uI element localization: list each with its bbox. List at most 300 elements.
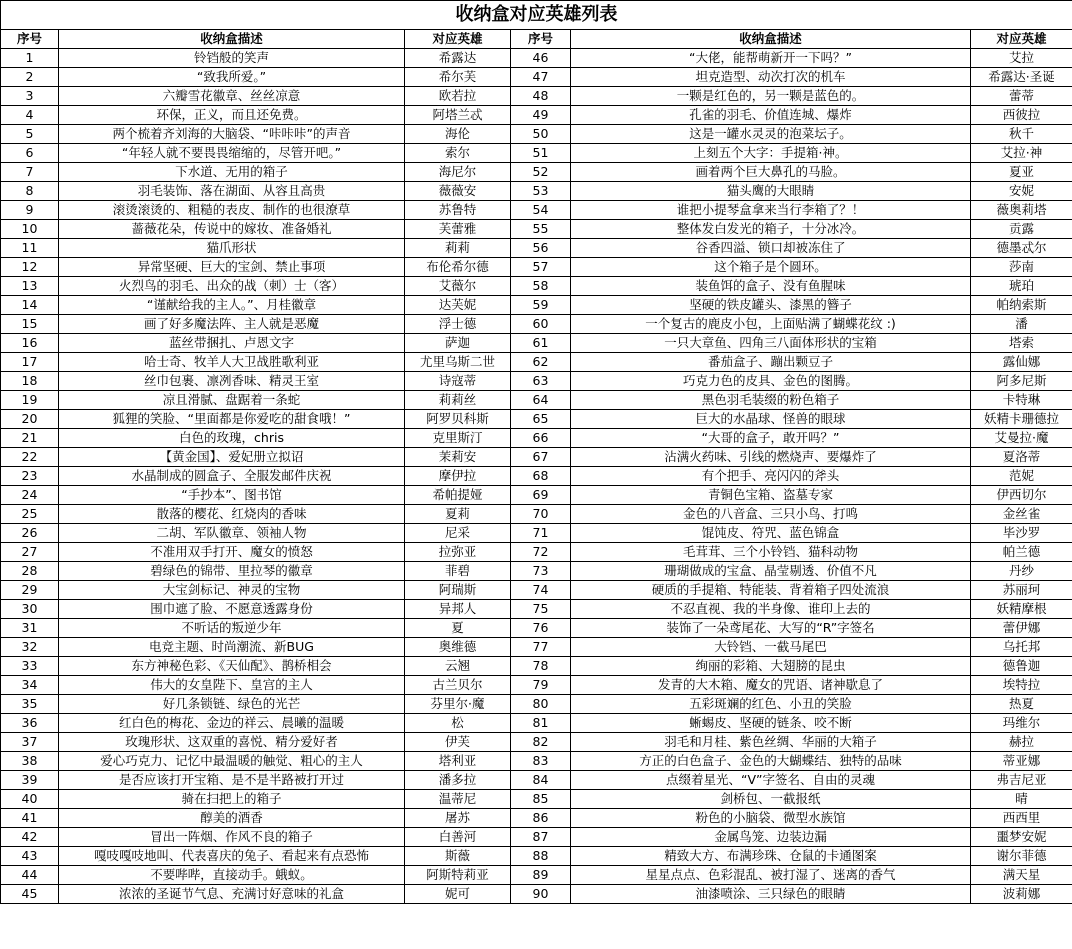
cell-desc: 蔷薇花朵，传说中的嫁妆、准备婚礼 xyxy=(59,220,405,239)
cell-num: 2 xyxy=(1,68,59,87)
cell-desc: 狐狸的笑脸、“里面都是你爱吃的甜食哦！” xyxy=(59,410,405,429)
cell-desc: 方正的白色盒子、金色的大蝴蝶结、独特的品味 xyxy=(571,752,971,771)
cell-num: 11 xyxy=(1,239,59,258)
cell-num: 50 xyxy=(511,125,571,144)
cell-num: 88 xyxy=(511,847,571,866)
table-row xyxy=(1,638,1072,657)
cell-hero: 莉莉 xyxy=(405,239,511,258)
table-row xyxy=(1,562,1072,581)
cell-num: 12 xyxy=(1,258,59,277)
cell-desc: 一个复古的鹿皮小包，上面贴满了蝴蝶花纹 :) xyxy=(571,315,971,334)
cell-desc: “手抄本”、图书馆 xyxy=(59,486,405,505)
table-row xyxy=(1,752,1072,771)
cell-desc: 哈士奇、牧羊人大卫战胜歌利亚 xyxy=(59,353,405,372)
cell-hero: 薇奥莉塔 xyxy=(971,201,1072,220)
cell-desc: 爱心巧克力、记忆中最温暖的触觉、粗心的主人 xyxy=(59,752,405,771)
table-row xyxy=(1,239,1072,258)
cell-desc: “年轻人就不要畏畏缩缩的，尽管开吧。” xyxy=(59,144,405,163)
cell-hero: 阿罗贝科斯 xyxy=(405,410,511,429)
cell-hero: 尤里乌斯二世 xyxy=(405,353,511,372)
cell-desc: 这是一罐水灵灵的泡菜坛子。 xyxy=(571,125,971,144)
cell-desc: 大铃铛、一截马尾巴 xyxy=(571,638,971,657)
cell-num: 52 xyxy=(511,163,571,182)
cell-hero: 波莉娜 xyxy=(971,885,1072,904)
cell-num: 4 xyxy=(1,106,59,125)
cell-num: 37 xyxy=(1,733,59,752)
cell-hero: 莎南 xyxy=(971,258,1072,277)
cell-hero: 乌托邦 xyxy=(971,638,1072,657)
cell-desc: 玫瑰形状、这双重的喜悦、精分爱好者 xyxy=(59,733,405,752)
cell-hero: 妖精卡珊德拉 xyxy=(971,410,1072,429)
cell-hero: 艾曼拉·魔 xyxy=(971,429,1072,448)
cell-num: 83 xyxy=(511,752,571,771)
cell-num: 66 xyxy=(511,429,571,448)
cell-num: 81 xyxy=(511,714,571,733)
cell-desc: “大佬，能帮萌新开一下吗？” xyxy=(571,49,971,68)
cell-hero: 希露达 xyxy=(405,49,511,68)
header-num-left: 序号 xyxy=(1,30,59,49)
table-row xyxy=(1,220,1072,239)
cell-desc: 上刻五个大字：手提箱·神。 xyxy=(571,144,971,163)
cell-hero: 妖精摩根 xyxy=(971,600,1072,619)
cell-hero: 温蒂尼 xyxy=(405,790,511,809)
cell-desc: 油漆喷涂、三只绿色的眼睛 xyxy=(571,885,971,904)
cell-num: 61 xyxy=(511,334,571,353)
table-row xyxy=(1,353,1072,372)
cell-desc: 大宝剑标记、神灵的宝物 xyxy=(59,581,405,600)
cell-hero: 菲碧 xyxy=(405,562,511,581)
cell-desc: 一只大章鱼、四角三八面体形状的宝箱 xyxy=(571,334,971,353)
cell-num: 73 xyxy=(511,562,571,581)
cell-num: 72 xyxy=(511,543,571,562)
cell-hero: 阿塔兰忒 xyxy=(405,106,511,125)
cell-hero: 安妮 xyxy=(971,182,1072,201)
cell-hero: 薇薇安 xyxy=(405,182,511,201)
cell-num: 89 xyxy=(511,866,571,885)
cell-num: 65 xyxy=(511,410,571,429)
cell-desc: 二胡、军队徽章、领袖人物 xyxy=(59,524,405,543)
cell-hero: 莉莉丝 xyxy=(405,391,511,410)
cell-num: 10 xyxy=(1,220,59,239)
cell-desc: 有个把手、亮闪闪的斧头 xyxy=(571,467,971,486)
cell-hero: 古兰贝尔 xyxy=(405,676,511,695)
cell-desc: 孔雀的羽毛、价值连城、爆炸 xyxy=(571,106,971,125)
table-row xyxy=(1,467,1072,486)
cell-hero: 毕沙罗 xyxy=(971,524,1072,543)
cell-num: 76 xyxy=(511,619,571,638)
cell-num: 47 xyxy=(511,68,571,87)
cell-num: 57 xyxy=(511,258,571,277)
cell-num: 85 xyxy=(511,790,571,809)
cell-num: 20 xyxy=(1,410,59,429)
cell-hero: 诗寇蒂 xyxy=(405,372,511,391)
cell-num: 8 xyxy=(1,182,59,201)
cell-hero: 西西里 xyxy=(971,809,1072,828)
cell-num: 18 xyxy=(1,372,59,391)
cell-desc: 丝巾包裹、凛冽香味、精灵王室 xyxy=(59,372,405,391)
table-row xyxy=(1,581,1072,600)
table-row xyxy=(1,505,1072,524)
cell-desc: 红白色的梅花、金边的祥云、晨曦的温暖 xyxy=(59,714,405,733)
table-row xyxy=(1,315,1072,334)
cell-desc: 坚硬的铁皮罐头、漆黑的簪子 xyxy=(571,296,971,315)
cell-num: 25 xyxy=(1,505,59,524)
cell-num: 77 xyxy=(511,638,571,657)
cell-desc: 画着两个巨大鼻孔的马脸。 xyxy=(571,163,971,182)
cell-num: 75 xyxy=(511,600,571,619)
cell-num: 30 xyxy=(1,600,59,619)
cell-num: 70 xyxy=(511,505,571,524)
cell-hero: 阿斯特莉亚 xyxy=(405,866,511,885)
cell-desc: 好几条锁链、绿色的光芒 xyxy=(59,695,405,714)
table-row xyxy=(1,771,1072,790)
table-row xyxy=(1,68,1072,87)
cell-num: 1 xyxy=(1,49,59,68)
cell-hero: 达芙妮 xyxy=(405,296,511,315)
cell-hero: 苏鲁特 xyxy=(405,201,511,220)
cell-num: 13 xyxy=(1,277,59,296)
cell-hero: 贡露 xyxy=(971,220,1072,239)
cell-hero: 索尔 xyxy=(405,144,511,163)
table-row xyxy=(1,619,1072,638)
cell-num: 55 xyxy=(511,220,571,239)
cell-hero: 云翘 xyxy=(405,657,511,676)
cell-num: 22 xyxy=(1,448,59,467)
cell-hero: 萨迦 xyxy=(405,334,511,353)
cell-hero: 艾拉·神 xyxy=(971,144,1072,163)
cell-desc: 羽毛装饰、落在湖面、从容且高贵 xyxy=(59,182,405,201)
table-row xyxy=(1,429,1072,448)
table-row xyxy=(1,486,1072,505)
cell-desc: 不听话的叛逆少年 xyxy=(59,619,405,638)
cell-desc: 滚烫滚烫的、粗糙的表皮、制作的也很潦草 xyxy=(59,201,405,220)
cell-num: 15 xyxy=(1,315,59,334)
cell-desc: 蜥蜴皮、坚硬的链条、咬不断 xyxy=(571,714,971,733)
cell-desc: 番茄盒子、蹦出颗豆子 xyxy=(571,353,971,372)
cell-num: 60 xyxy=(511,315,571,334)
cell-num: 90 xyxy=(511,885,571,904)
cell-desc: 一颗是红色的，另一颗是蓝色的。 xyxy=(571,87,971,106)
cell-num: 42 xyxy=(1,828,59,847)
cell-hero: 苏丽珂 xyxy=(971,581,1072,600)
cell-desc: “谨献给我的主人。”、月桂徽章 xyxy=(59,296,405,315)
cell-hero: 屠苏 xyxy=(405,809,511,828)
cell-desc: 猫头鹰的大眼睛 xyxy=(571,182,971,201)
cell-num: 64 xyxy=(511,391,571,410)
cell-desc: 猫爪形状 xyxy=(59,239,405,258)
cell-hero: 卡特琳 xyxy=(971,391,1072,410)
cell-hero: 欧若拉 xyxy=(405,87,511,106)
cell-num: 5 xyxy=(1,125,59,144)
table-row xyxy=(1,657,1072,676)
cell-hero: 海伦 xyxy=(405,125,511,144)
cell-num: 17 xyxy=(1,353,59,372)
table-row xyxy=(1,600,1072,619)
table-title: 收纳盒对应英雄列表 xyxy=(1,1,1072,30)
cell-hero: 夏亚 xyxy=(971,163,1072,182)
table-body xyxy=(1,49,1072,904)
cell-desc: 东方神秘色彩、《天仙配》、鹊桥相会 xyxy=(59,657,405,676)
cell-num: 74 xyxy=(511,581,571,600)
cell-hero: 德鲁迦 xyxy=(971,657,1072,676)
cell-num: 45 xyxy=(1,885,59,904)
table-row xyxy=(1,334,1072,353)
cell-hero: 蕾蒂 xyxy=(971,87,1072,106)
cell-hero: 满天星 xyxy=(971,866,1072,885)
cell-desc: 绚丽的彩箱、大翅膀的昆虫 xyxy=(571,657,971,676)
cell-hero: 潘 xyxy=(971,315,1072,334)
table-row xyxy=(1,372,1072,391)
cell-desc: 铃铛般的笑声 xyxy=(59,49,405,68)
cell-num: 67 xyxy=(511,448,571,467)
cell-num: 41 xyxy=(1,809,59,828)
cell-hero: 松 xyxy=(405,714,511,733)
cell-hero: 妮可 xyxy=(405,885,511,904)
table-row xyxy=(1,410,1072,429)
cell-hero: 奥维德 xyxy=(405,638,511,657)
cell-desc: 凉且滑腻、盘踞着一条蛇 xyxy=(59,391,405,410)
cell-hero: 帕纳索斯 xyxy=(971,296,1072,315)
cell-hero: 夏 xyxy=(405,619,511,638)
cell-desc: 伟大的女皇陛下、皇宫的主人 xyxy=(59,676,405,695)
cell-desc: 剑桥包、一截报纸 xyxy=(571,790,971,809)
cell-hero: 艾薇尔 xyxy=(405,277,511,296)
cell-desc: 两个梳着齐刘海的大脑袋、“咔咔咔”的声音 xyxy=(59,125,405,144)
cell-desc: 白色的玫瑰，chris xyxy=(59,429,405,448)
cell-num: 34 xyxy=(1,676,59,695)
cell-num: 48 xyxy=(511,87,571,106)
cell-num: 86 xyxy=(511,809,571,828)
cell-desc: 散落的樱花、红烧肉的香味 xyxy=(59,505,405,524)
cell-desc: 不要哔哔，直接动手。蛾蚁。 xyxy=(59,866,405,885)
cell-num: 53 xyxy=(511,182,571,201)
table-row xyxy=(1,695,1072,714)
header-desc-left: 收纳盒描述 xyxy=(59,30,405,49)
table-row xyxy=(1,847,1072,866)
cell-num: 56 xyxy=(511,239,571,258)
cell-desc: 装鱼饵的盒子、没有鱼腥味 xyxy=(571,277,971,296)
cell-hero: 摩伊拉 xyxy=(405,467,511,486)
cell-desc: 【黄金国】、爱妃册立拟诏 xyxy=(59,448,405,467)
table-row xyxy=(1,448,1072,467)
table-row xyxy=(1,828,1072,847)
cell-hero: 热夏 xyxy=(971,695,1072,714)
cell-num: 19 xyxy=(1,391,59,410)
cell-num: 51 xyxy=(511,144,571,163)
cell-num: 24 xyxy=(1,486,59,505)
cell-hero: 布伦希尔德 xyxy=(405,258,511,277)
cell-num: 21 xyxy=(1,429,59,448)
cell-desc: 骑在扫把上的箱子 xyxy=(59,790,405,809)
cell-hero: 玛维尔 xyxy=(971,714,1072,733)
cell-hero: 阿多尼斯 xyxy=(971,372,1072,391)
cell-hero: 蕾伊娜 xyxy=(971,619,1072,638)
cell-num: 27 xyxy=(1,543,59,562)
cell-hero: 艾拉 xyxy=(971,49,1072,68)
cell-num: 23 xyxy=(1,467,59,486)
cell-desc: 蓝丝带捆扎、卢恩文字 xyxy=(59,334,405,353)
cell-desc: 是否应该打开宝箱、是不是半路被打开过 xyxy=(59,771,405,790)
cell-num: 9 xyxy=(1,201,59,220)
table-row xyxy=(1,87,1072,106)
table-row xyxy=(1,106,1072,125)
cell-num: 35 xyxy=(1,695,59,714)
cell-desc: 醇美的酒香 xyxy=(59,809,405,828)
cell-hero: 帕兰德 xyxy=(971,543,1072,562)
cell-desc: 星星点点、色彩混乱、被打湿了、迷离的香气 xyxy=(571,866,971,885)
cell-num: 39 xyxy=(1,771,59,790)
cell-hero: 阿瑞斯 xyxy=(405,581,511,600)
cell-desc: 这个箱子是个圆环。 xyxy=(571,258,971,277)
cell-desc: 谷香四溢、锁口却被冻住了 xyxy=(571,239,971,258)
cell-desc: 六瓣雪花徽章、丝丝凉意 xyxy=(59,87,405,106)
cell-desc: 装饰了一朵鸢尾花、大写的“R”字签名 xyxy=(571,619,971,638)
cell-desc: 不忍直视、我的半身像、谁印上去的 xyxy=(571,600,971,619)
table-row xyxy=(1,790,1072,809)
table-row xyxy=(1,866,1072,885)
cell-hero: 希露达·圣诞 xyxy=(971,68,1072,87)
cell-desc: 硬质的手提箱、特能装、背着箱子四处流浪 xyxy=(571,581,971,600)
cell-hero: 希帕提娅 xyxy=(405,486,511,505)
cell-desc: 下水道、无用的箱子 xyxy=(59,163,405,182)
table-row xyxy=(1,885,1072,904)
cell-num: 58 xyxy=(511,277,571,296)
cell-desc: 五彩斑斓的红色、小丑的笑脸 xyxy=(571,695,971,714)
cell-hero: 蒂亚娜 xyxy=(971,752,1072,771)
cell-num: 36 xyxy=(1,714,59,733)
cell-hero: 异邦人 xyxy=(405,600,511,619)
cell-desc: 巨大的水晶球、怪兽的眼球 xyxy=(571,410,971,429)
cell-desc: 围巾遮了脸、不愿意透露身份 xyxy=(59,600,405,619)
table-row xyxy=(1,391,1072,410)
header-desc-right: 收纳盒描述 xyxy=(571,30,971,49)
cell-hero: 夏洛蒂 xyxy=(971,448,1072,467)
cell-desc: 浓浓的圣诞节气息、充满讨好意味的礼盒 xyxy=(59,885,405,904)
cell-hero: 德墨忒尔 xyxy=(971,239,1072,258)
cell-num: 71 xyxy=(511,524,571,543)
cell-hero: 浮士德 xyxy=(405,315,511,334)
cell-desc: 画了好多魔法阵、主人就是恶魔 xyxy=(59,315,405,334)
cell-desc: 羽毛和月桂、紫色丝绸、华丽的大箱子 xyxy=(571,733,971,752)
cell-desc: 火烈鸟的羽毛、出众的战（刺）士（客） xyxy=(59,277,405,296)
header-hero-left: 对应英雄 xyxy=(405,30,511,49)
cell-desc: 电竞主题、时尚潮流、新BUG xyxy=(59,638,405,657)
cell-hero: 尼采 xyxy=(405,524,511,543)
table-row xyxy=(1,277,1072,296)
cell-desc: 碧绿色的锦带、里拉琴的徽章 xyxy=(59,562,405,581)
table-row xyxy=(1,49,1072,68)
cell-num: 68 xyxy=(511,467,571,486)
table-row xyxy=(1,809,1072,828)
cell-hero: 范妮 xyxy=(971,467,1072,486)
cell-hero: 弗吉尼亚 xyxy=(971,771,1072,790)
cell-hero: 拉弥亚 xyxy=(405,543,511,562)
cell-num: 38 xyxy=(1,752,59,771)
cell-num: 80 xyxy=(511,695,571,714)
table-row xyxy=(1,125,1072,144)
table-row xyxy=(1,543,1072,562)
cell-desc: 沾满火药味、引线的燃烧声、要爆炸了 xyxy=(571,448,971,467)
cell-num: 16 xyxy=(1,334,59,353)
cell-hero: 伊西切尔 xyxy=(971,486,1072,505)
cell-hero: 谢尔菲德 xyxy=(971,847,1072,866)
table-row xyxy=(1,258,1072,277)
cell-num: 84 xyxy=(511,771,571,790)
cell-hero: 塔索 xyxy=(971,334,1072,353)
table-row xyxy=(1,182,1072,201)
cell-hero: 夏莉 xyxy=(405,505,511,524)
cell-hero: 塔利亚 xyxy=(405,752,511,771)
table-row xyxy=(1,733,1072,752)
cell-desc: 环保，正义，而且还免费。 xyxy=(59,106,405,125)
cell-num: 87 xyxy=(511,828,571,847)
cell-num: 44 xyxy=(1,866,59,885)
cell-hero: 噩梦安妮 xyxy=(971,828,1072,847)
table-row xyxy=(1,714,1072,733)
cell-desc: 水晶制成的圆盒子、全服发邮件庆祝 xyxy=(59,467,405,486)
cell-desc: 点缀着星光、“V”字签名、自由的灵魂 xyxy=(571,771,971,790)
cell-desc: 毛茸茸、三个小铃铛、猫科动物 xyxy=(571,543,971,562)
table-row xyxy=(1,524,1072,543)
cell-hero: 金丝雀 xyxy=(971,505,1072,524)
cell-num: 69 xyxy=(511,486,571,505)
cell-hero: 晴 xyxy=(971,790,1072,809)
cell-desc: 异常坚硬、巨大的宝剑、禁止事项 xyxy=(59,258,405,277)
header-row xyxy=(1,30,1072,49)
cell-desc: 嘎吱嘎吱地叫、代表喜庆的兔子、看起来有点恐怖 xyxy=(59,847,405,866)
cell-num: 79 xyxy=(511,676,571,695)
cell-num: 54 xyxy=(511,201,571,220)
cell-num: 43 xyxy=(1,847,59,866)
cell-num: 26 xyxy=(1,524,59,543)
cell-num: 31 xyxy=(1,619,59,638)
header-hero-right: 对应英雄 xyxy=(971,30,1072,49)
cell-desc: 坦克造型、动次打次的机车 xyxy=(571,68,971,87)
cell-desc: 不准用双手打开、魔女的愤怒 xyxy=(59,543,405,562)
cell-num: 59 xyxy=(511,296,571,315)
cell-num: 29 xyxy=(1,581,59,600)
table-row xyxy=(1,296,1072,315)
cell-hero: 芬里尔·魔 xyxy=(405,695,511,714)
cell-hero: 海尼尔 xyxy=(405,163,511,182)
cell-hero: 茉莉安 xyxy=(405,448,511,467)
cell-hero: 丹纱 xyxy=(971,562,1072,581)
cell-num: 14 xyxy=(1,296,59,315)
cell-hero: 露仙娜 xyxy=(971,353,1072,372)
cell-desc: 金属鸟笼、边装边漏 xyxy=(571,828,971,847)
cell-hero: 芙蕾雅 xyxy=(405,220,511,239)
cell-desc: 珊瑚做成的宝盒、晶莹剔透、价值不凡 xyxy=(571,562,971,581)
cell-hero: 西彼拉 xyxy=(971,106,1072,125)
table-row xyxy=(1,676,1072,695)
cell-hero: 埃特拉 xyxy=(971,676,1072,695)
cell-desc: 巧克力色的皮具、金色的图腾。 xyxy=(571,372,971,391)
cell-desc: 冒出一阵烟、作风不良的箱子 xyxy=(59,828,405,847)
header-num-right: 序号 xyxy=(511,30,571,49)
cell-num: 28 xyxy=(1,562,59,581)
cell-desc: 精致大方、布满珍珠、仓鼠的卡通图案 xyxy=(571,847,971,866)
cell-hero: 白善河 xyxy=(405,828,511,847)
cell-num: 3 xyxy=(1,87,59,106)
cell-num: 6 xyxy=(1,144,59,163)
cell-desc: “大哥的盒子，敢开吗？” xyxy=(571,429,971,448)
cell-num: 32 xyxy=(1,638,59,657)
cell-desc: 馄饨皮、符咒、蓝色锦盒 xyxy=(571,524,971,543)
cell-desc: 谁把小提琴盒拿来当行李箱了？！ xyxy=(571,201,971,220)
cell-hero: 赫拉 xyxy=(971,733,1072,752)
table-row xyxy=(1,144,1072,163)
cell-num: 46 xyxy=(511,49,571,68)
